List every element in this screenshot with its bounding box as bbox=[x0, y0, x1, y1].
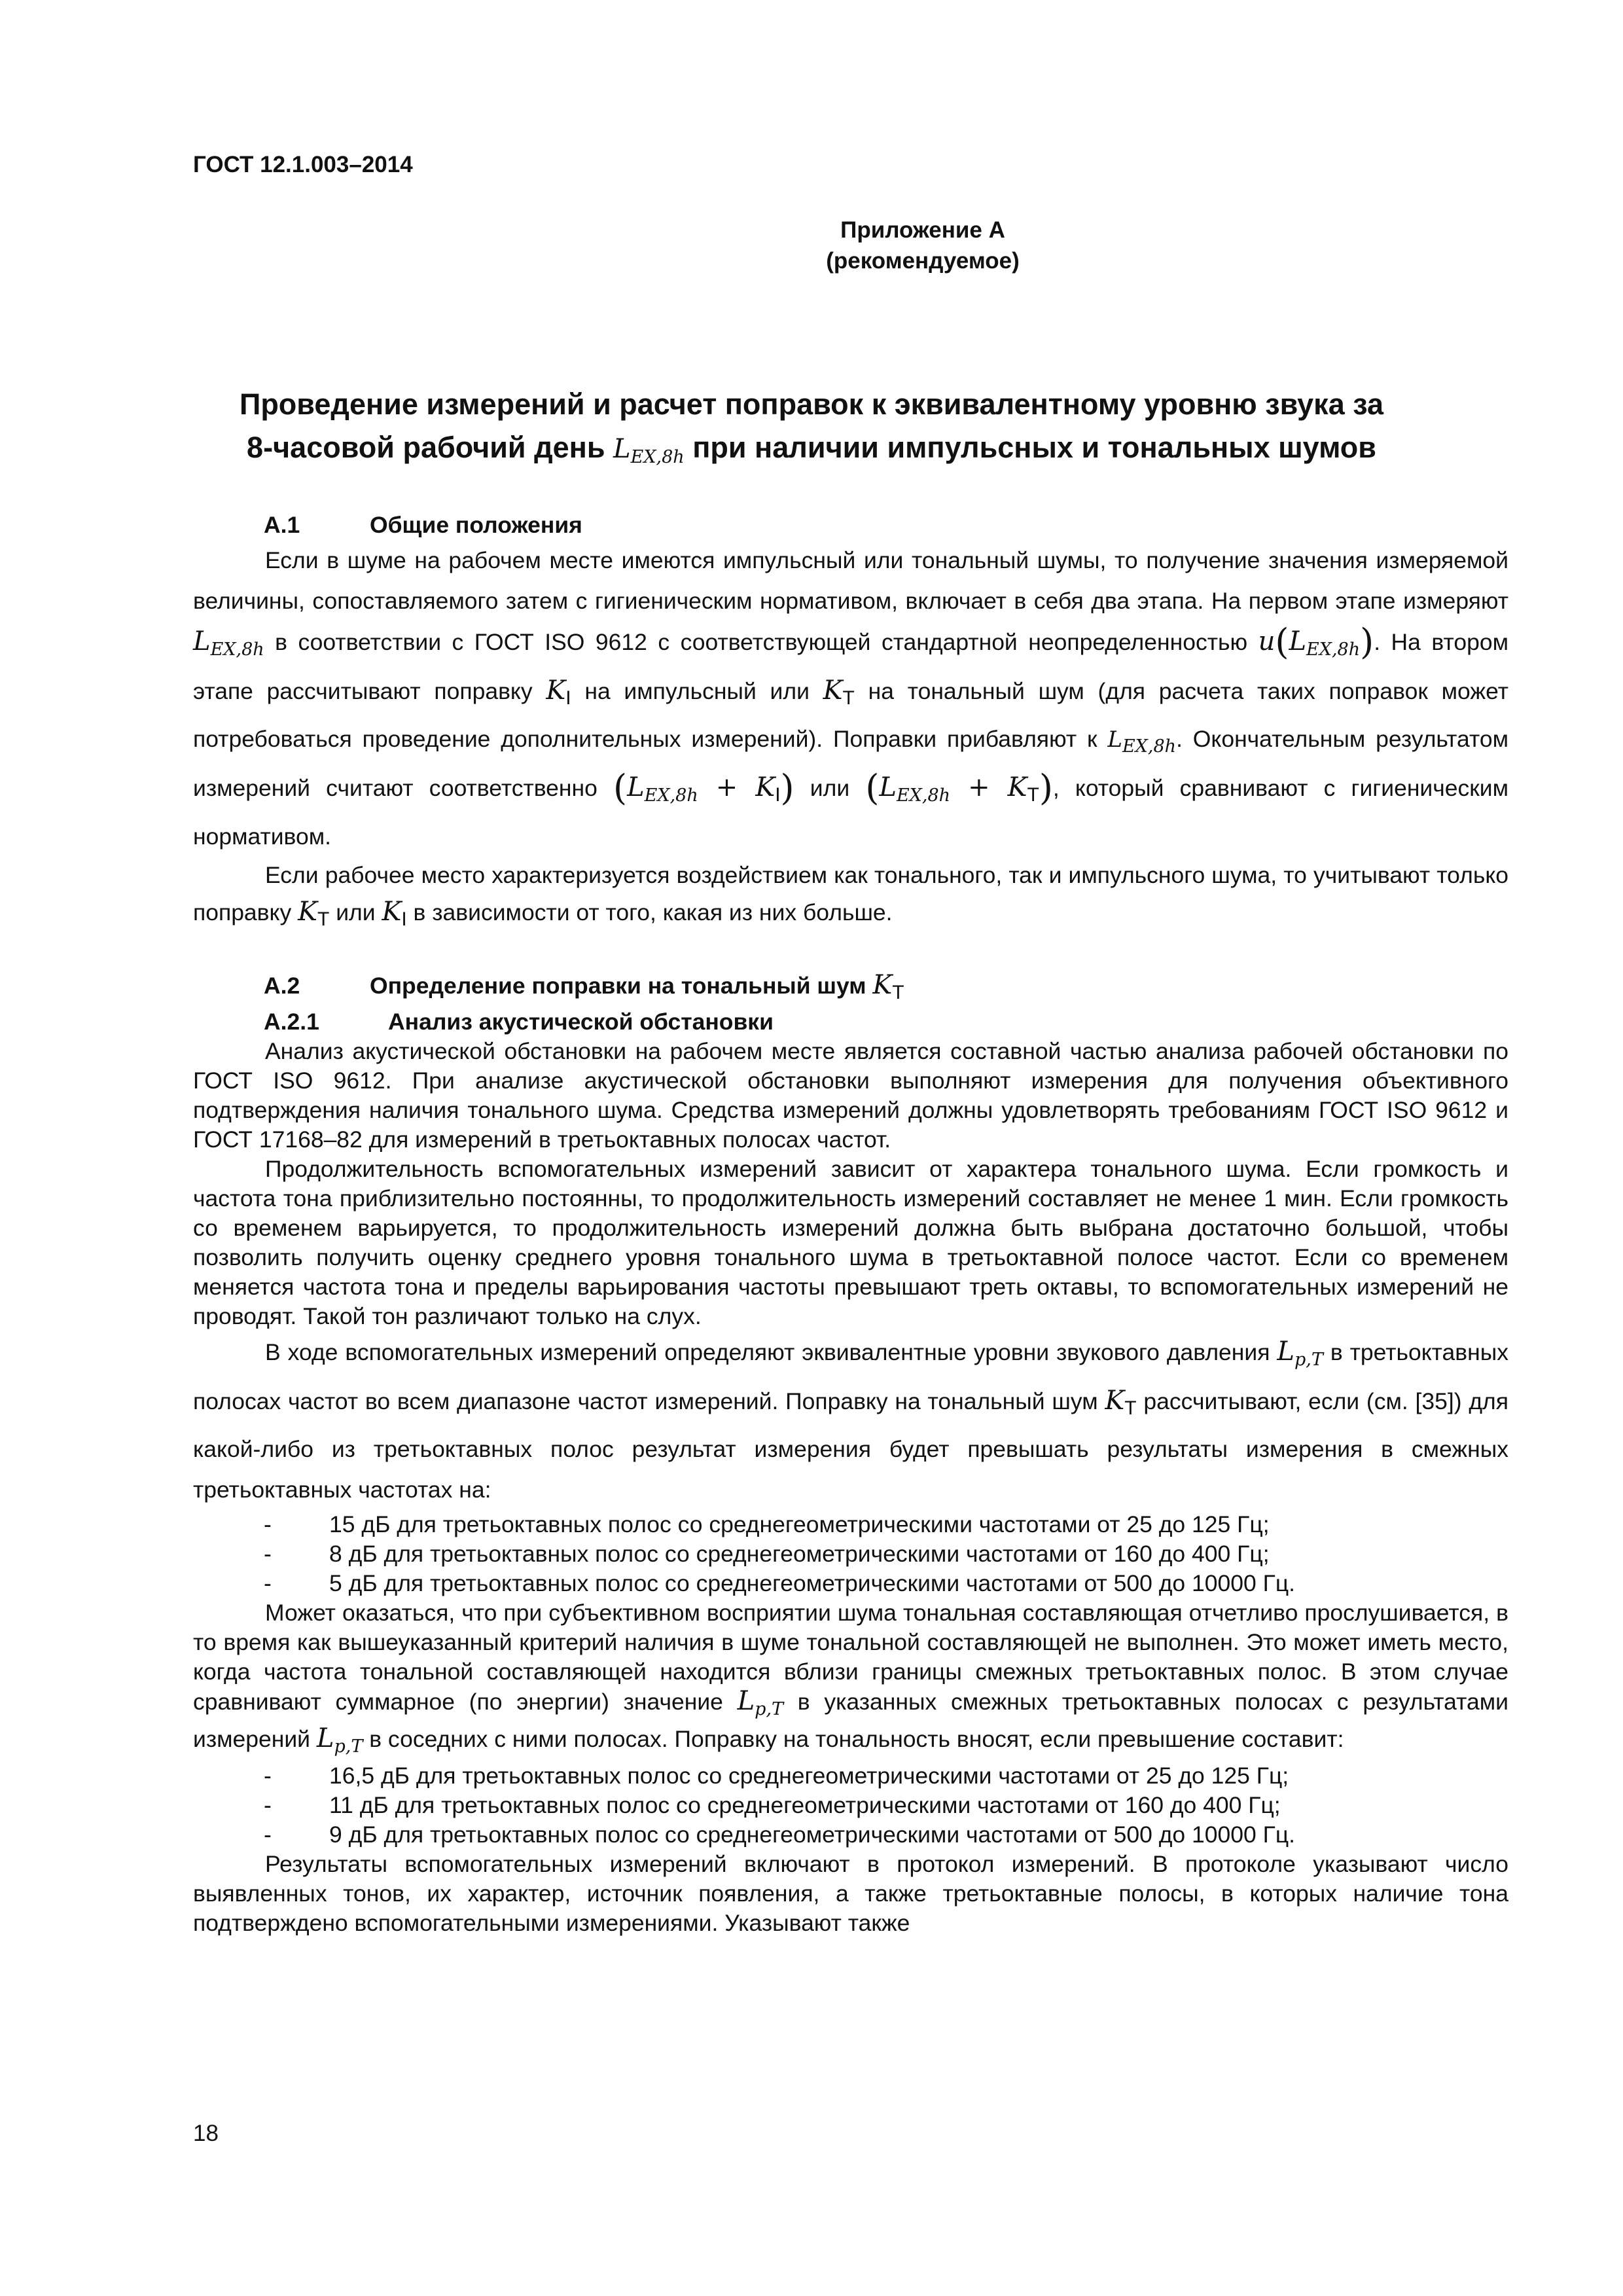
formula-ki: $K_I$ bbox=[382, 897, 407, 930]
paragraph-a1-2: Если рабочее место характеризуется воздействием как тонального, так и импульсного шума, то учитывают только поправку $K_T$ или $K_I$ в зависимости от того, какая из них больше. bbox=[193, 862, 1508, 930]
list-item: - 15 дБ для третьоктавных полос со среднегеометрическими частотами от 25 до 125 Гц; bbox=[264, 1511, 1270, 1537]
formula-kt: $K_T$ bbox=[872, 970, 904, 1003]
criteria-list-1 bbox=[193, 1510, 1508, 1598]
formula-lpt: $L_{p,T}$ bbox=[316, 1723, 363, 1757]
appendix-heading bbox=[0, 215, 1623, 276]
formula-lex8h: $L_{EX,8h}$ bbox=[193, 626, 264, 660]
heading-a2-1: А.2.1 Анализ акустической обстановки bbox=[264, 1009, 774, 1035]
section-title bbox=[131, 383, 1492, 479]
list-item: - 5 дБ для третьоктавных полос со среднегеометрическими частотами от 500 до 10000 Гц. bbox=[264, 1570, 1296, 1596]
paragraph-a2-4: Может оказаться, что при субъективном восприятии шума тональная составляющая отчетливо прослушивается, в то время как вышеуказанный критерий наличия в шуме тональной составляющей не выполнен. Это может иметь место, когда частота тональной составляющей находится вблизи границы смежных третьоктавных полос. В этом случае сравнивают суммарное (по энергии) значение $L_{p,T}$ в указанных смежных третьоктавных полосах с результатами измерений $L_{p,T}$ в соседних с ними полосах. Поправку на тональность вносят, если превышение составит: bbox=[193, 1600, 1508, 1757]
title-line-1: Проведение измерений и расчет поправок к эквивалентному уровню звука за bbox=[239, 387, 1384, 421]
appendix-status: (рекомендуемое) bbox=[826, 248, 1020, 274]
formula-kt: $K_T$ bbox=[298, 897, 330, 930]
formula-lex8h: $L_{EX,8h}$ bbox=[1107, 726, 1177, 757]
paragraph-a2-1: Анализ акустической обстановки на рабочем месте является составной частью анализа рабочей обстановки по ГОСТ ISO 9612. При анализе акустической обстановки выполняют измерения для получения объективного подтверждения наличия тонального шума. Средства измерений должны удовлетворять требованиям ГОСТ ISO 9612 и ГОСТ 17168–82 для измерений в третьоктавных полосах частот. bbox=[193, 1038, 1508, 1153]
list-item: - 8 дБ для третьоктавных полос со среднегеометрическими частотами от 160 до 400 Гц; bbox=[264, 1541, 1270, 1567]
formula-lpt: $L_{p,T}$ bbox=[737, 1686, 784, 1719]
formula-kt: $K_T$ bbox=[1105, 1386, 1137, 1419]
criteria-list-2 bbox=[193, 1761, 1508, 1850]
paragraph-a1-1: Если в шуме на рабочем месте имеются импульсный или тональный шумы, то получение значения измеряемой величины, сопоставляемого затем с гигиеническим нормативом, включает в себя два этапа. На первом этапе измеряют $L_{EX,8h}$ в соответствии с ГОСТ ISO 9612 с соответствующей стандартной неопределенностью $u(L_{EX,8h})$. На втором этапе рассчитывают поправку $K_I$ на импульсный или $K_T$ на тональный шум (для расчета таких поправок может потребоваться проведение дополнительных измерений). Поправки прибавляют к $L_{EX,8h}$. Окончательным результатом измерений считают соответственно $(L_{EX,8h} + K_I)$ или $(L_{EX,8h} + K_T)$, который сравнивают с гигиеническим нормативом. bbox=[193, 547, 1509, 850]
list-item: - 11 дБ для третьоктавных полос со среднегеометрическими частотами от 160 до 400 Гц; bbox=[264, 1792, 1281, 1818]
paragraph-a2-5: Результаты вспомогательных измерений включают в протокол измерений. В протоколе указывают число выявленных тонов, их характер, источник появления, а также третьоктавные полосы, в которых наличие тона подтверждено вспомогательными измерениями. Указывают также bbox=[193, 1851, 1508, 1936]
formula-lpt: $L_{p,T}$ bbox=[1277, 1336, 1323, 1370]
formula-kt: $K_T$ bbox=[823, 675, 855, 709]
title-line-2: 8-часовой рабочий день $L_{EX,8h}$ при наличии импульсных и тональных шумов bbox=[247, 431, 1376, 467]
formula-uncertainty: $u(L_{EX,8h})$ bbox=[1258, 621, 1374, 662]
page-number: 18 bbox=[193, 2121, 219, 2146]
document-code: ГОСТ 12.1.003–2014 bbox=[193, 152, 413, 177]
heading-a2: А.2 Определение поправки на тональный шум $K_T$ bbox=[264, 970, 904, 1003]
list-item: - 16,5 дБ для третьоктавных полос со среднегеометрическими частотами от 25 до 125 Гц; bbox=[264, 1763, 1289, 1789]
heading-a1: А.1 Общие положения bbox=[264, 512, 582, 538]
document-body bbox=[193, 511, 1508, 1938]
formula-lex-plus-kt: $(L_{EX,8h} + K_T)$ bbox=[865, 767, 1053, 808]
appendix-label: Приложение А bbox=[840, 217, 1005, 243]
list-item: - 9 дБ для третьоктавных полос со среднегеометрическими частотами от 500 до 10000 Гц. bbox=[264, 1821, 1296, 1848]
formula-ki: $K_I$ bbox=[546, 675, 571, 709]
formula-lex8h: $L_{EX,8h}$ bbox=[613, 434, 685, 467]
paragraph-a2-2: Продолжительность вспомогательных измерений зависит от характера тонального шума. Если громкость и частота тона приблизительно постоянны, то продолжительность измерений составляет не менее 1 мин. Если громкость со временем варьируется, то продолжительность измерений должна быть выбрана достаточно большой, чтобы позволить получить оценку среднего уровня тонального шума в третьоктавной полосе частот. Если со временем меняется частота тона и пределы варьирования частоты превышают треть октавы, то вспомогательных измерений не проводят. Такой тон различают только на слух. bbox=[193, 1156, 1508, 1329]
paragraph-a2-3: В ходе вспомогательных измерений определяют эквивалентные уровни звукового давления $L_{p,T}$ в третьоктавных полосах частот во всем диапазоне частот измерений. Поправку на тональный шум $K_T$ рассчитывают, если (см. [35]) для какой-либо из третьоктавных полос результат измерения будет превышать результаты измерения в смежных третьоктавных частотах на: bbox=[193, 1336, 1508, 1503]
formula-lex-plus-ki: $(L_{EX,8h} + K_I)$ bbox=[613, 767, 794, 808]
